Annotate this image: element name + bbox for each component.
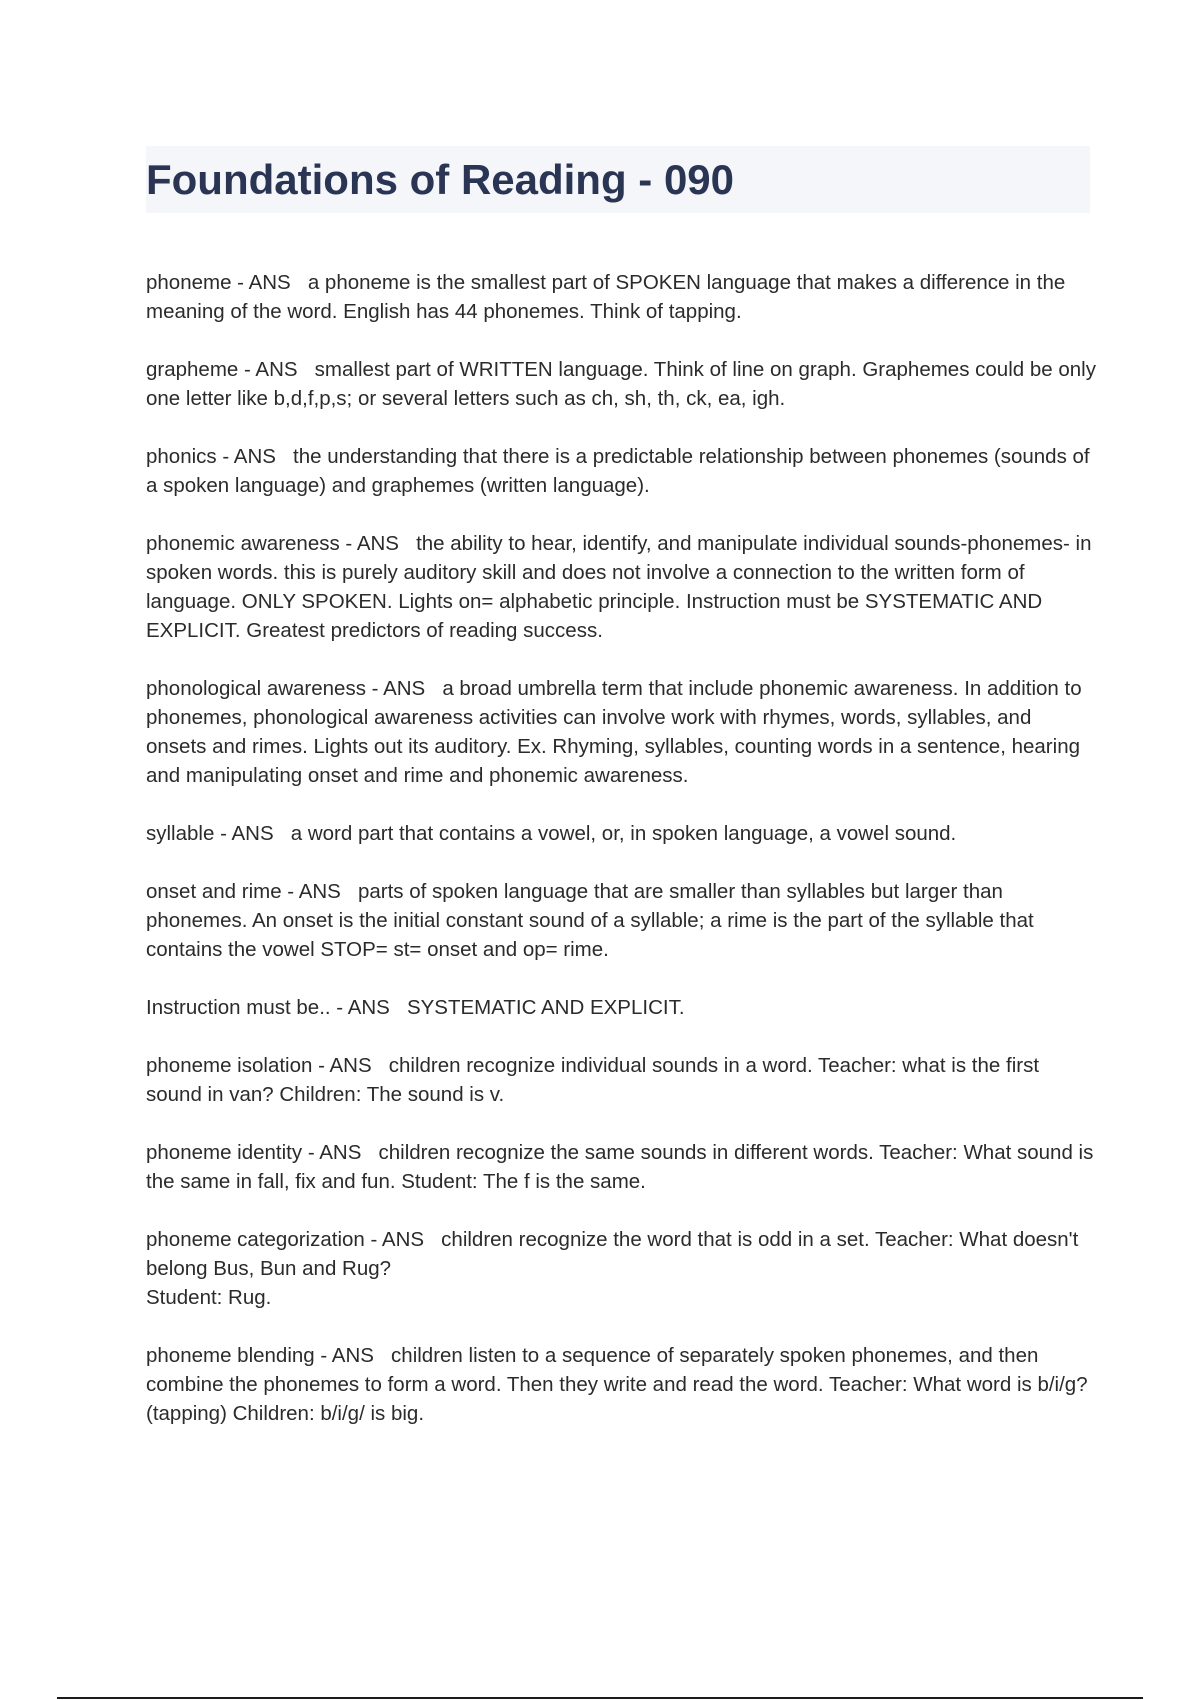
flashcard-entry-10 <box>146 1225 1096 1312</box>
flashcard-entry-9 <box>146 1138 1096 1196</box>
entry-separator: - <box>231 271 249 294</box>
entry-definition: smallest part of WRITTEN language. Think of line on graph. Graphemes could be only one letter like b,d,f,p,s; or several letters such as ch, sh, th, ck, ea, igh. <box>146 358 1096 410</box>
entry-term: phoneme <box>146 271 232 294</box>
entry-term: phonemic awareness <box>146 532 340 555</box>
entry-separator: - <box>302 1141 320 1164</box>
answer-marker: ANS <box>319 1141 379 1164</box>
answer-marker: ANS <box>383 677 443 700</box>
flashcard-entry-11 <box>146 1341 1096 1428</box>
entry-definition: a word part that contains a vowel, or, in spoken language, a vowel sound. <box>290 822 957 845</box>
flashcard-entry-3 <box>146 529 1096 645</box>
answer-marker: ANS <box>329 1054 389 1077</box>
entry-definition: a broad umbrella term that include phonemic awareness. In addition to phonemes, phonological awareness activities can involve work with rhymes, words, syllables, and onsets and rimes. Lights out its auditory. Ex. Rhyming, syllables, counting words in a sentence, hearing and manipulating onset and rime and phonemic awareness. <box>146 677 1082 787</box>
page-title: Foundations of Reading - 090 <box>146 156 735 203</box>
entry-term: onset and rime <box>146 880 282 903</box>
entry-separator: - <box>312 1054 330 1077</box>
entry-term: Instruction must be.. <box>146 996 331 1019</box>
entry-definition: children recognize the same sounds in different words. Teacher: What sound is the same in fall, fix and fun. Student: The f is the same. <box>146 1141 1094 1193</box>
entry-separator: - <box>330 996 348 1019</box>
entry-definition: children recognize individual sounds in a word. Teacher: what is the first sound in van? Children: The sound is v. <box>146 1054 1040 1106</box>
answer-marker: ANS <box>233 445 294 468</box>
entry-definition: a phoneme is the smallest part of SPOKEN language that makes a difference in the meaning of the word. English has 44 phonemes. Think of tapping. <box>146 271 1066 323</box>
answer-marker: ANS <box>331 1344 392 1367</box>
flashcard-entry-8 <box>146 1051 1096 1109</box>
flashcard-list <box>146 268 1096 1457</box>
entry-separator: - <box>365 677 384 700</box>
flashcard-entry-7 <box>146 993 1096 1022</box>
entry-term: phoneme blending <box>146 1344 315 1367</box>
entry-term: phonics <box>146 445 217 468</box>
answer-marker: ANS <box>255 358 315 381</box>
flashcard-entry-2 <box>146 442 1096 500</box>
entry-separator: - <box>339 532 357 555</box>
flashcard-entry-5 <box>146 819 1096 848</box>
flashcard-entry-1 <box>146 355 1096 413</box>
entry-definition: parts of spoken language that are smaller than syllables but larger than phonemes. An onset is the initial constant sound of a syllable; a rime is the part of the syllable that contains the vowel STOP= st= onset and op= rime. <box>146 880 1034 961</box>
entry-definition: children listen to a sequence of separately spoken phonemes, and then combine the phonemes to form a word. Then they write and read the word. Teacher: What word is b/i/g? (tapping) Children: b/i/g/ is big. <box>146 1344 1088 1425</box>
title-band <box>146 146 1090 213</box>
entry-separator: - <box>214 822 232 845</box>
entry-separator: - <box>364 1228 382 1251</box>
entry-definition: the understanding that there is a predictable relationship between phonemes (sounds of a spoken language) and graphemes (written language). <box>146 445 1090 497</box>
flashcard-entry-4 <box>146 674 1096 790</box>
entry-term: syllable <box>146 822 215 845</box>
entry-term: phoneme identity <box>146 1141 303 1164</box>
entry-term: phoneme categorization <box>146 1228 365 1251</box>
entry-definition: SYSTEMATIC AND EXPLICIT. <box>406 996 685 1019</box>
entry-separator: - <box>314 1344 332 1367</box>
entry-definition: children recognize the word that is odd in a set. Teacher: What doesn't belong Bus, Bun and Rug? Student: Rug. <box>146 1228 1079 1309</box>
entry-term: phonological awareness <box>146 677 366 700</box>
entry-separator: - <box>281 880 299 903</box>
answer-marker: ANS <box>298 880 358 903</box>
entry-term: grapheme <box>146 358 239 381</box>
entry-separator: - <box>216 445 234 468</box>
answer-marker: ANS <box>347 996 407 1019</box>
entry-term: phoneme isolation <box>146 1054 313 1077</box>
answer-marker: ANS <box>248 271 308 294</box>
entry-definition: the ability to hear, identify, and manipulate individual sounds-phonemes- in spoken words. this is purely auditory skill and does not involve a connection to the written form of language. ONLY SPOKEN. Lights on= alphabetic principle. Instruction must be SYSTEMATIC AND EXPLICIT. Greatest predictors of reading success. <box>146 532 1092 642</box>
answer-marker: ANS <box>356 532 417 555</box>
answer-marker: ANS <box>381 1228 442 1251</box>
flashcard-entry-0 <box>146 268 1096 326</box>
answer-marker: ANS <box>231 822 291 845</box>
entry-separator: - <box>238 358 256 381</box>
footer-divider <box>57 1697 1143 1699</box>
flashcard-entry-6 <box>146 877 1096 964</box>
